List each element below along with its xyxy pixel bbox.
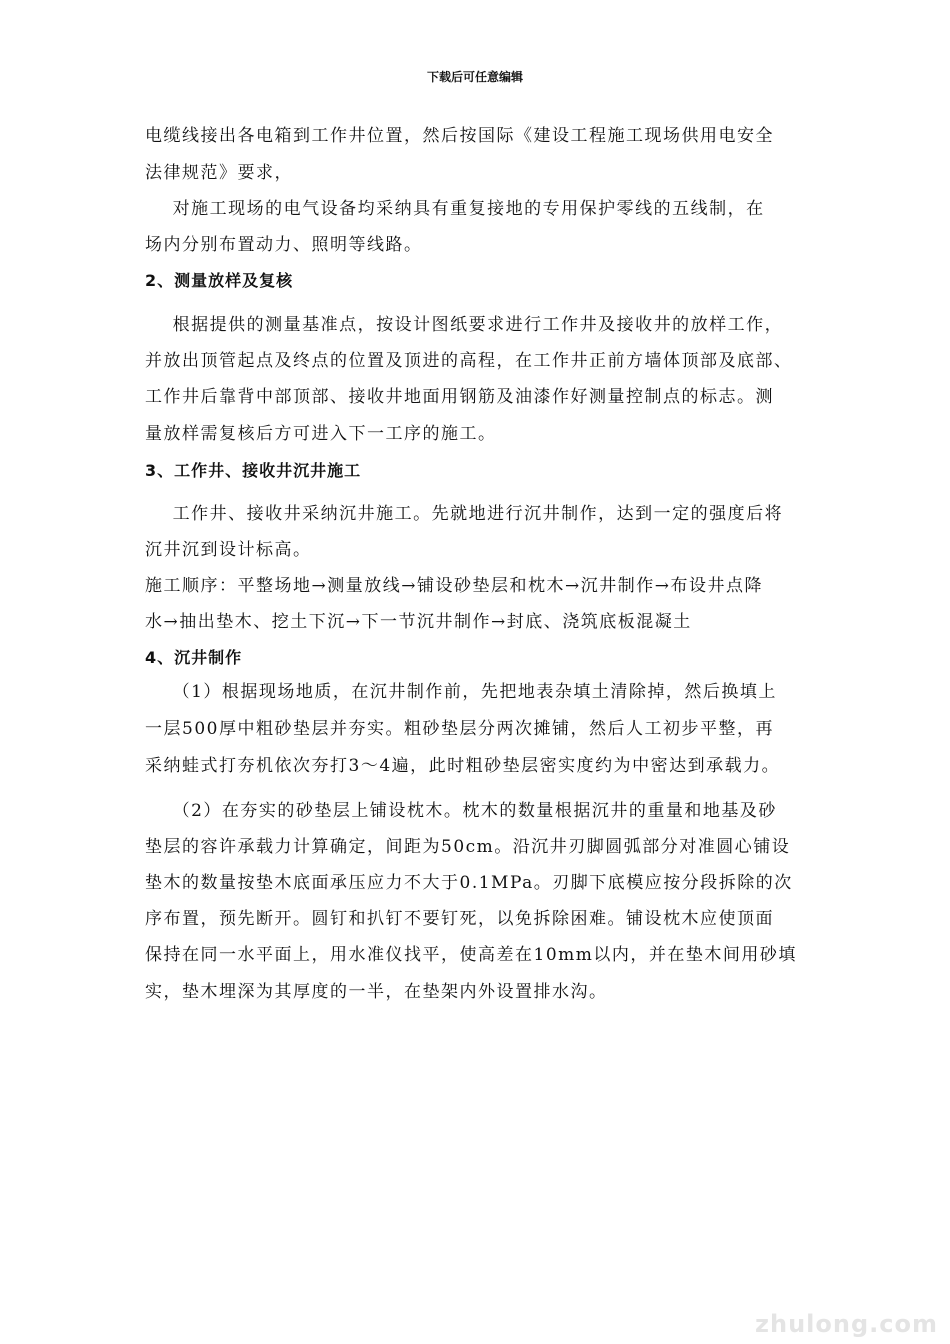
paragraph-line: 保持在同一水平面上，用水准仪找平，使高差在10mm以内，并在垫木间用砂填 [145,945,797,965]
paragraph-line: 并放出顶管起点及终点的位置及顶进的高程，在工作井正前方墙体顶部及底部、 [145,351,793,371]
section-heading: 2、测量放样及复核 [145,271,294,290]
paragraph-line: 根据提供的测量基准点，按设计图纸要求进行工作井及接收井的放样工作， [145,315,784,335]
watermark: zhulong.com [755,1310,938,1338]
paragraph-line: 一层500厚中粗砂垫层并夯实。粗砂垫层分两次摊铺，然后人工初步平整，再 [145,719,774,739]
paragraph-line: （2）在夯实的砂垫层上铺设枕木。枕木的数量根据沉井的重量和地基及砂 [145,801,777,821]
paragraph-line: 场内分别布置动力、照明等线路。 [145,235,423,255]
paragraph-line: 采纳蛙式打夯机依次夯打3～4遍，此时粗砂垫层密实度约为中密达到承载力。 [145,756,781,776]
paragraph-line: 法律规范》要求， [145,163,293,183]
paragraph-line: 量放样需复核后方可进入下一工序的施工。 [145,424,497,444]
paragraph-line: 垫木的数量按垫木底面承压应力不大于0.1MPa。刃脚下底模应按分段拆除的次 [145,873,793,893]
paragraph-line: 实，垫木埋深为其厚度的一半，在垫架内外设置排水沟。 [145,982,608,1002]
paragraph-line: 工作井后靠背中部顶部、接收井地面用钢筋及油漆作好测量控制点的标志。测 [145,387,774,407]
paragraph-line: 工作井、接收井采纳沉井施工。先就地进行沉井制作，达到一定的强度后将 [145,504,784,524]
paragraph-line: 施工顺序：平整场地→测量放线→铺设砂垫层和枕木→沉井制作→布设井点降 [145,576,763,596]
paragraph-line: 垫层的容许承载力计算确定，间距为50cm。沿沉井刃脚圆弧部分对准圆心铺设 [145,837,791,857]
paragraph-line: 序布置，预先断开。圆钉和扒钉不要钉死，以免拆除困难。铺设枕木应使顶面 [145,909,774,929]
page-header: 下载后可任意编辑 [426,70,523,84]
paragraph-line: 水→抽出垫木、挖土下沉→下一节沉井制作→封底、浇筑底板混凝土 [145,612,692,632]
paragraph-line: 电缆线接出各电箱到工作井位置，然后按国际《建设工程施工现场供用电安全 [145,126,774,146]
paragraph-line: 对施工现场的电气设备均采纳具有重复接地的专用保护零线的五线制，在 [145,199,765,219]
section-heading: 4、沉井制作 [145,648,243,667]
paragraph-line: 沉井沉到设计标高。 [145,540,312,560]
section-heading: 3、工作井、接收井沉井施工 [145,461,362,480]
paragraph-line: （1）根据现场地质，在沉井制作前，先把地表杂填土清除掉，然后换填上 [145,682,777,702]
